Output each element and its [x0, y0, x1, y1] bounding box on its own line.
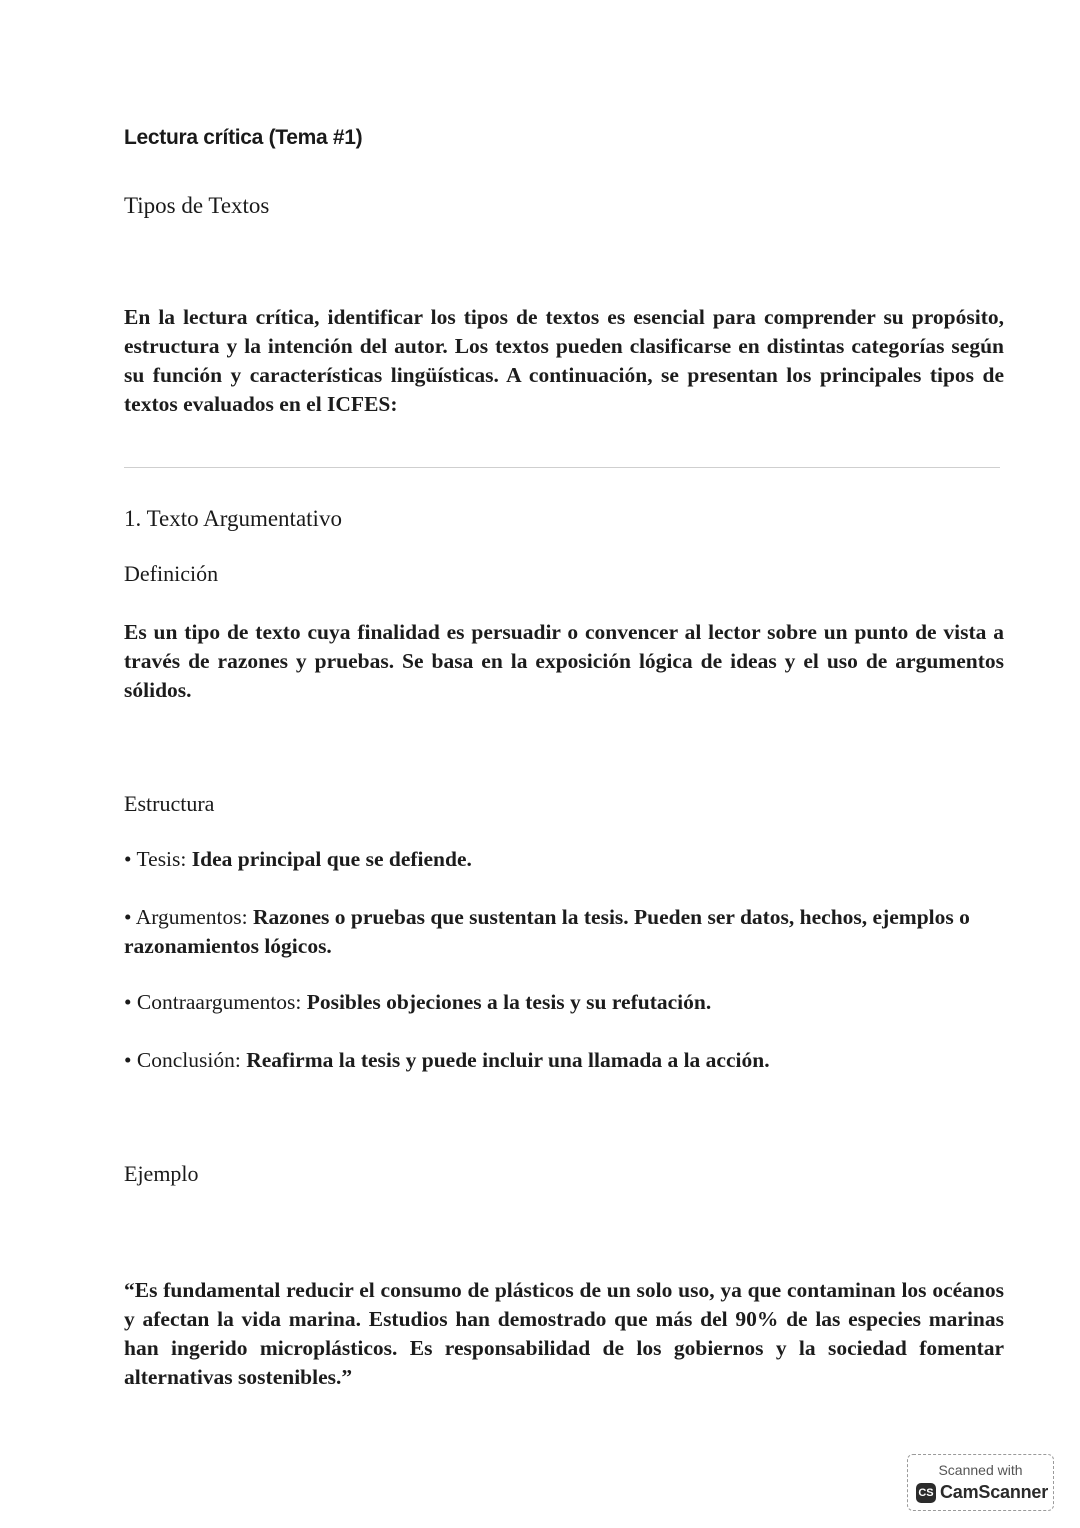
definition-heading: Definición — [124, 561, 219, 586]
structure-heading: Estructura — [124, 791, 215, 816]
structure-term: • Argumentos: — [124, 905, 248, 929]
structure-item-argumentos — [124, 903, 1004, 961]
structure-item-tesis — [124, 845, 1004, 874]
definition-paragraph: Es un tipo de texto cuya finalidad es persuadir o convencer al lector sobre un punto de vista a través de razones y pruebas. Se basa en la exposición lógica de ideas y el uso de argumentos sólidos. — [124, 620, 1004, 702]
watermark-brand: CamScanner — [940, 1482, 1049, 1502]
structure-term: • Contraargumentos: — [124, 990, 302, 1014]
page-title: Lectura crítica (Tema #1) — [124, 126, 363, 149]
example-heading: Ejemplo — [124, 1161, 199, 1186]
structure-description: Reafirma la tesis y puede incluir una llamada a la acción. — [246, 1048, 770, 1072]
watermark-caption: Scanned with — [938, 1462, 1023, 1478]
horizontal-divider — [124, 467, 1000, 468]
structure-item-contraargumentos — [124, 988, 1004, 1017]
structure-description: Razones o pruebas que sustentan la tesis. Pueden ser datos, hechos, ejemplos o razonamientos lógicos. — [124, 905, 970, 958]
structure-description: Posibles objeciones a la tesis y su refutación. — [306, 990, 712, 1014]
page-subtitle: Tipos de Textos — [124, 193, 270, 218]
structure-term: • Conclusión: — [124, 1048, 241, 1072]
structure-item-conclusion — [124, 1046, 1004, 1075]
structure-term: • Tesis: — [124, 847, 187, 871]
structure-description: Idea principal que se defiende. — [191, 847, 472, 871]
intro-paragraph: En la lectura crítica, identificar los tipos de textos es esencial para comprender su propósito, estructura y la intención del autor. Los textos pueden clasificarse en distintas categorías según su función y características lingüísticas. A continuación, se presentan los principales tipos de textos evaluados en el ICFES: — [124, 305, 1004, 416]
section-title: 1. Texto Argumentativo — [124, 506, 342, 531]
example-quote: “Es fundamental reducir el consumo de plásticos de un solo uso, ya que contaminan los océanos y afectan la vida marina. Estudios han demostrado que más del 90% de las especies marinas han ingerido microplásticos. Es responsabilidad de los gobiernos y la sociedad fomentar alternativas sostenibles.” — [124, 1278, 1004, 1389]
camscanner-logo-icon: CS — [916, 1483, 936, 1503]
camscanner-watermark — [907, 1454, 1054, 1511]
